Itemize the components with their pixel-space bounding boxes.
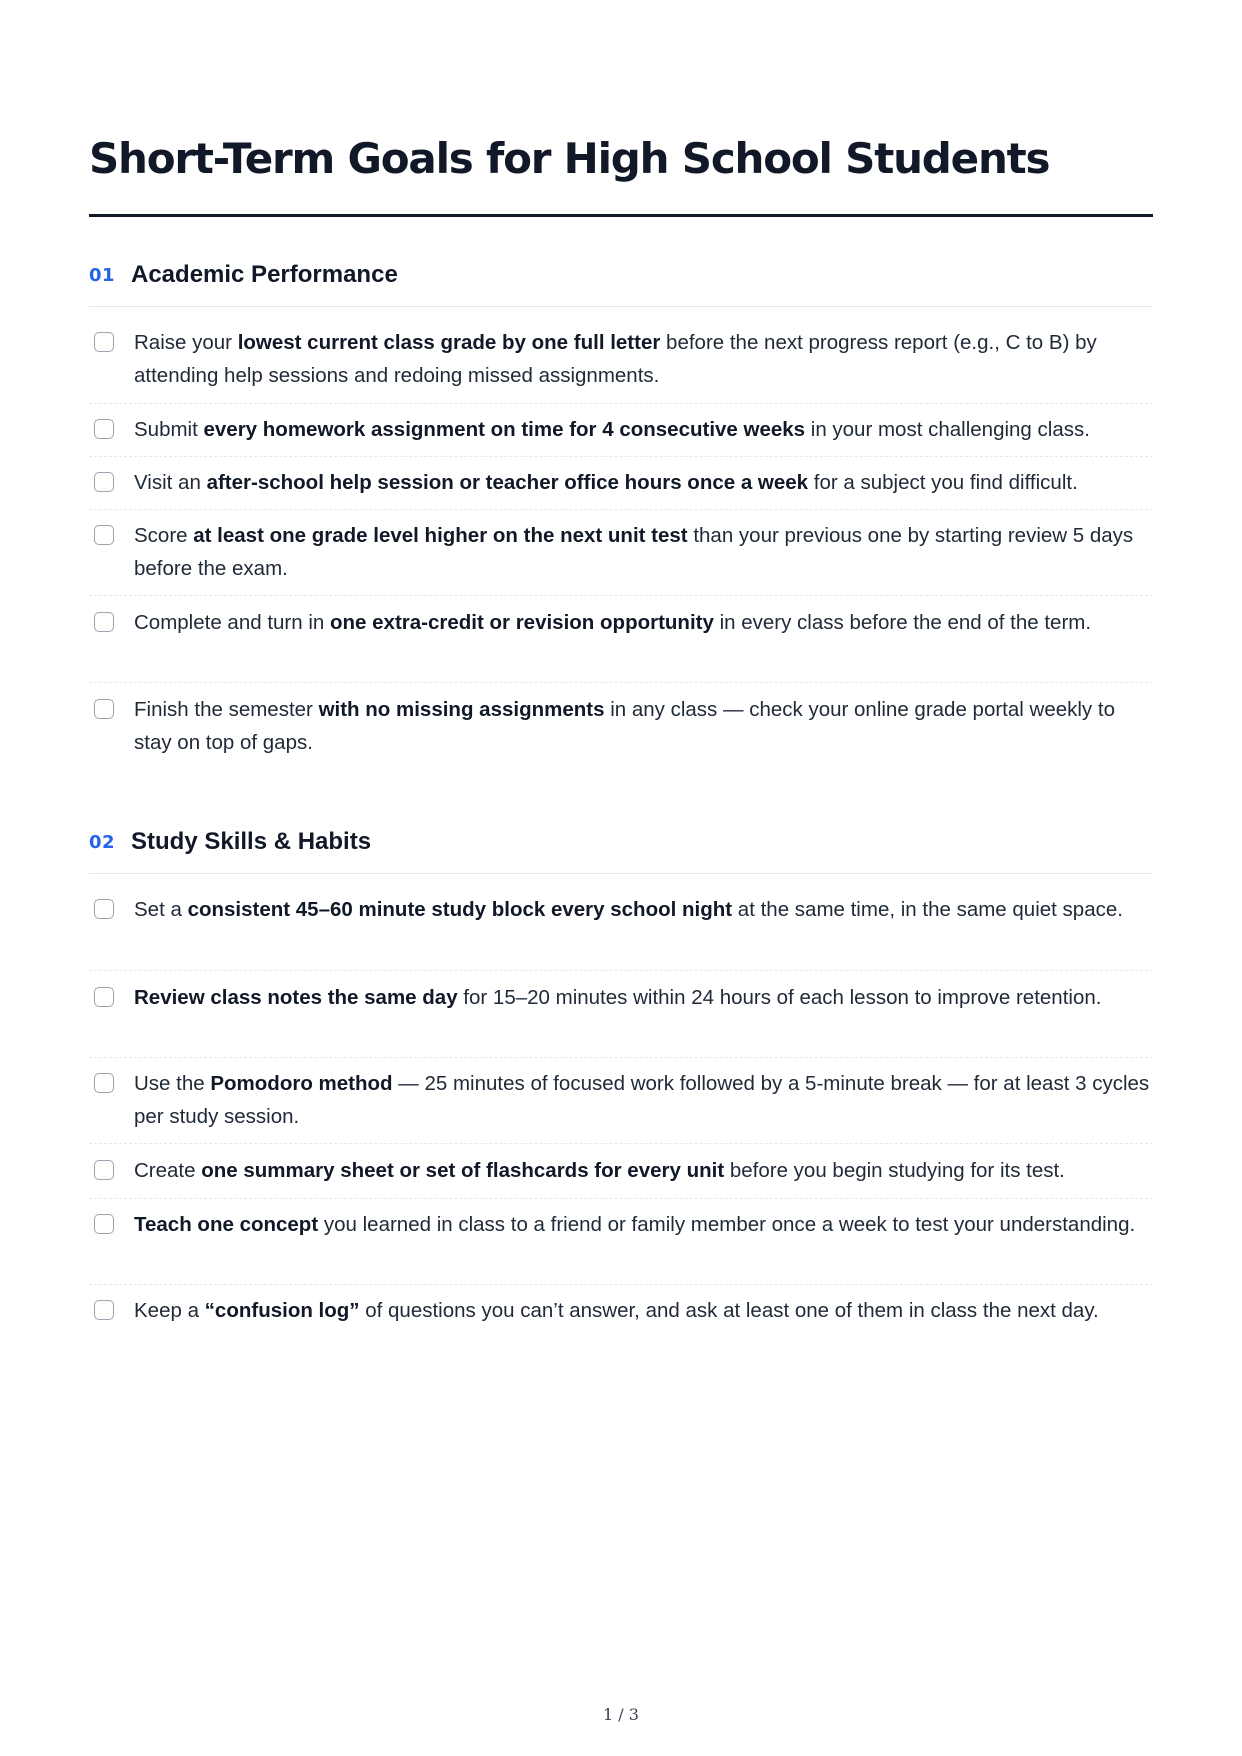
goal-text-emphasis: consistent 45–60 minute study block every school night (187, 898, 733, 921)
goal-item (89, 1144, 1153, 1199)
goal-text-segment: for a subject you find difficult. (808, 471, 1078, 494)
goal-text-segment: Score (134, 524, 194, 547)
goal-text-segment: Submit (134, 418, 204, 441)
goal-checkbox[interactable] (94, 525, 114, 545)
goal-text-emphasis: Pomodoro method (210, 1072, 393, 1095)
goal-checkbox[interactable] (94, 332, 114, 352)
goal-text-segment: Set a (134, 898, 188, 921)
goal-checkbox[interactable] (94, 899, 114, 919)
goal-text-emphasis: Teach one concept (134, 1213, 319, 1236)
goal-checkbox[interactable] (94, 699, 114, 719)
goal-text-segment: in your most challenging class. (805, 418, 1090, 441)
goal-text (134, 524, 1133, 580)
goal-checkbox[interactable] (94, 472, 114, 492)
page-number: 1 / 3 (603, 1705, 639, 1724)
section-header (89, 244, 1153, 307)
goal-item (89, 457, 1153, 510)
goal-text-segment: before you begin studying for its test. (724, 1159, 1065, 1182)
goal-text-segment: for 15–20 minutes within 24 hours of each lesson to improve retention. (457, 985, 1102, 1009)
goal-item (89, 510, 1153, 596)
goal-text (134, 698, 1115, 754)
goal-list (89, 316, 1153, 771)
goal-text-segment: Complete and turn in (134, 610, 331, 634)
goal-text-segment: you learned in class to a friend or family member once a week to test your understanding. (318, 1213, 1136, 1236)
goal-text-emphasis: with no missing assignments (318, 698, 605, 721)
goal-text (134, 1213, 1135, 1236)
goal-checkbox[interactable] (94, 1073, 114, 1093)
goal-text-segment: — 25 minutes of focused work followed by a 5-minute break — for at least 3 cycles per study session. (134, 1072, 1150, 1128)
goal-text (134, 418, 1090, 441)
goal-text-segment: at the same time, in the same quiet space. (732, 898, 1123, 921)
goal-checkbox[interactable] (94, 1214, 114, 1234)
goal-text-emphasis: after-school help session or teacher office hours once a week (206, 471, 809, 494)
section-academic-performance (89, 244, 1153, 771)
goal-text-emphasis: one extra-credit or revision opportunity (330, 610, 714, 634)
goal-item (89, 316, 1153, 404)
goal-checkbox[interactable] (94, 612, 114, 632)
goal-item (89, 1058, 1153, 1144)
goal-text (134, 1299, 1099, 1322)
goal-text-segment: before the next progress report (e.g., C to B) by attending help sessions and redoing missed assignments. (134, 331, 1097, 387)
section-number: 01 (89, 264, 116, 286)
goal-checkbox[interactable] (94, 419, 114, 439)
goal-text-segment: Raise your (134, 331, 238, 354)
section-title: Academic Performance (131, 261, 398, 288)
goal-text-emphasis: one summary sheet or set of flashcards for every unit (201, 1159, 725, 1182)
goal-text-emphasis: every homework assignment on time for 4 consecutive weeks (203, 418, 806, 441)
goal-item (89, 1199, 1153, 1285)
page-title: Short-Term Goals for High School Students (89, 134, 1050, 183)
goal-text-emphasis: “confusion log” (204, 1299, 360, 1322)
goal-checkbox[interactable] (94, 1160, 114, 1180)
goal-text-segment: Finish the semester (134, 698, 319, 721)
goal-item (89, 971, 1153, 1058)
goal-text-segment: Create (134, 1159, 202, 1182)
goal-item (89, 683, 1153, 771)
goal-text-segment: Visit an (134, 471, 207, 494)
goal-text-segment: in any class — check your online grade portal weekly to stay on top of gaps. (134, 698, 1115, 754)
goal-text (134, 1072, 1149, 1128)
goal-text (134, 611, 1091, 634)
goal-text (134, 1159, 1065, 1182)
goal-text (134, 471, 1078, 494)
goal-text-emphasis: at least one grade level higher on the next unit test (193, 524, 688, 547)
goal-item (89, 404, 1153, 457)
goal-text (134, 331, 1097, 387)
section-title: Study Skills & Habits (131, 828, 372, 855)
goal-checkbox[interactable] (94, 1300, 114, 1320)
goal-text-segment: Use the (134, 1072, 211, 1095)
goal-text-segment: than your previous one by starting review 5 days before the exam. (134, 524, 1134, 580)
title-divider (89, 214, 1153, 217)
section-number: 02 (89, 831, 116, 853)
goal-item (89, 596, 1153, 683)
goal-text (134, 898, 1123, 921)
goal-list (89, 883, 1153, 1371)
goal-text-segment: Keep a (134, 1299, 205, 1322)
goal-item (89, 883, 1153, 971)
goal-text-emphasis: lowest current class grade by one full letter (237, 331, 661, 354)
goal-text-segment: of questions you can’t answer, and ask at least one of them in class the next day. (359, 1299, 1099, 1322)
section-study-skills (89, 811, 1153, 1371)
goal-text-segment: in every class before the end of the term. (713, 610, 1092, 634)
section-header (89, 811, 1153, 874)
goal-item (89, 1285, 1153, 1371)
goal-checkbox[interactable] (94, 987, 114, 1007)
goal-text-emphasis: Review class notes the same day (134, 985, 458, 1009)
goal-text (134, 986, 1101, 1009)
